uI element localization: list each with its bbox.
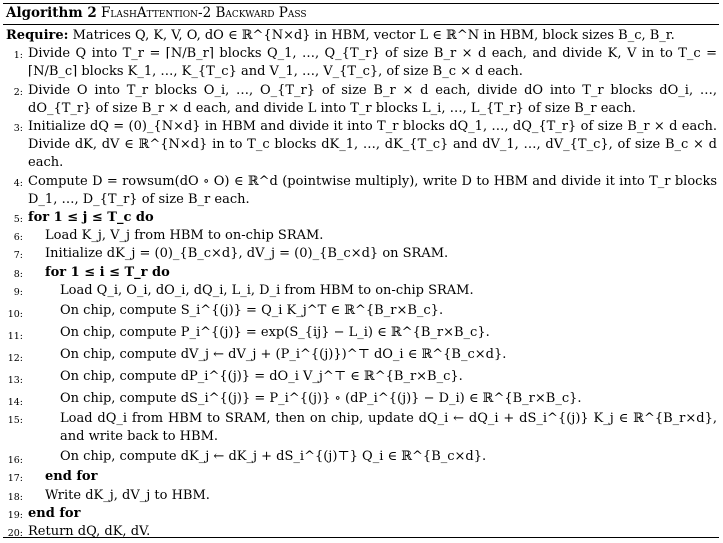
algorithm-label: Algorithm 2 [6,5,97,21]
line-number: 8: [13,268,23,280]
line-number: 7: [13,250,23,262]
line-text: for 1 ≤ i ≤ T_r do [45,264,170,280]
line-number: 20: [7,528,23,540]
algorithm-line [3,82,719,118]
line-text: Compute D = rowsum(dO ∘ O) ∈ ℝ^d (pointwise multiply), write D to HBM and divide it into T_r blocks D_1, …, D_{T_r} of size B_r each. [28,173,717,207]
line-number: 5: [13,214,23,226]
line-number: 4: [13,177,23,189]
line-number: 19: [7,509,23,521]
line-text: On chip, compute P_i^{(j)} = exp(S_{ij} − L_i) ∈ ℝ^{B_r×B_c}. [60,325,490,341]
algorithm-line [3,118,719,173]
title-rule [3,24,719,25]
line-number: 11: [7,331,23,343]
require-text: Matrices Q, K, V, O, dO ∈ ℝ^{N×d} in HBM, vector L ∈ ℝ^N in HBM, block sizes B_c, B_r. [72,28,675,43]
algorithm-line [3,468,719,486]
line-text: Initialize dK_j = (0)_{B_c×d}, dV_j = (0)_{B_c×d} on SRAM. [45,246,449,262]
algorithm-line [3,45,719,81]
algorithm-line [3,227,719,245]
line-text: Return dQ, dK, dV. [28,524,151,540]
algorithm-name: FlashAttention-2 Backward Pass [101,5,307,21]
algorithm-box [3,3,719,539]
line-text: On chip, compute dS_i^{(j)} = P_i^{(j)} ∘ (dP_i^{(j)} − D_i) ∈ ℝ^{B_r×B_c}. [60,391,582,407]
algorithm-body [3,27,719,541]
require-label: Require: [6,28,69,43]
line-text: Load K_j, V_j from HBM to on-chip SRAM. [45,228,324,244]
line-text: Divide O into T_r blocks O_i, …, O_{T_r} of size B_r × d each, divide dO into T_r blocks dO_i, …, dO_{T_r} of size B_r × d each, and divide L into T_r blocks L_i, …, L_{T_r} of size B_r each. [28,82,717,116]
bottom-rule [3,537,719,538]
require-line [3,27,719,45]
line-number: 1: [13,50,23,62]
algorithm-line [3,282,719,300]
algorithm-line [3,487,719,505]
line-number: 16: [7,455,23,467]
line-number: 6: [13,232,23,244]
algorithm-line [3,209,719,227]
line-text: Load dQ_i from HBM to SRAM, then on chip, update dQ_i ← dQ_i + dS_i^{(j)} K_j ∈ ℝ^{B_r×d}, and write back to HBM. [60,411,717,445]
line-text: On chip, compute S_i^{(j)} = Q_i K_j^T ∈ ℝ^{B_r×B_c}. [60,303,444,319]
algorithm-line [3,388,719,410]
algorithm-line [3,344,719,366]
line-text: end for [28,505,81,521]
line-text: Write dK_j, dV_j to HBM. [45,487,210,503]
line-number: 13: [7,375,23,387]
line-number: 12: [7,353,23,365]
line-number: 14: [7,397,23,409]
algorithm-line [3,322,719,344]
line-text: On chip, compute dK_j ← dK_j + dS_i^{(j)⊤} Q_i ∈ ℝ^{B_c×d}. [60,449,487,465]
top-rule [3,3,719,4]
algorithm-title [6,5,307,22]
algorithm-line [3,505,719,523]
line-text: Divide Q into T_r = ⌈N/B_r⌉ blocks Q_1, …, Q_{T_r} of size B_r × d each, and divide K, V in to T_c = ⌈N/B_c⌉ blocks K_1, …, K_{T_c} and V_1, …, V_{T_c}, of size B_c × d each. [28,46,717,80]
line-text: Load Q_i, O_i, dO_i, dQ_i, L_i, D_i from HBM to on-chip SRAM. [60,282,474,298]
line-text: On chip, compute dP_i^{(j)} = dO_i V_j^⊤ ∈ ℝ^{B_r×B_c}. [60,369,463,385]
line-number: 3: [13,123,23,135]
line-number: 17: [7,473,23,485]
algorithm-line [3,410,719,446]
algorithm-line [3,446,719,468]
line-text: end for [45,469,98,485]
line-text: Initialize dQ = (0)_{N×d} in HBM and divide it into T_r blocks dQ_1, …, dQ_{T_r} of size B_r × d each. Divide dK, dV ∈ ℝ^{N×d} in to T_c blocks dK_1, …, dK_{T_c} and dV_1, …, dV_{T_c}, of size B_c × d each. [28,119,717,171]
algorithm-line [3,366,719,388]
line-number: 9: [13,286,23,298]
line-text: for 1 ≤ j ≤ T_c do [28,210,154,226]
algorithm-line [3,300,719,322]
algorithm-steps [3,45,719,541]
line-text: On chip, compute dV_j ← dV_j + (P_i^{(j)})^⊤ dO_i ∈ ℝ^{B_c×d}. [60,347,507,363]
algorithm-line [3,523,719,541]
algorithm-line [3,264,719,282]
line-number: 10: [7,309,23,321]
algorithm-line [3,245,719,263]
line-number: 15: [7,415,23,427]
algorithm-line [3,173,719,209]
line-number: 18: [7,491,23,503]
line-number: 2: [13,86,23,98]
